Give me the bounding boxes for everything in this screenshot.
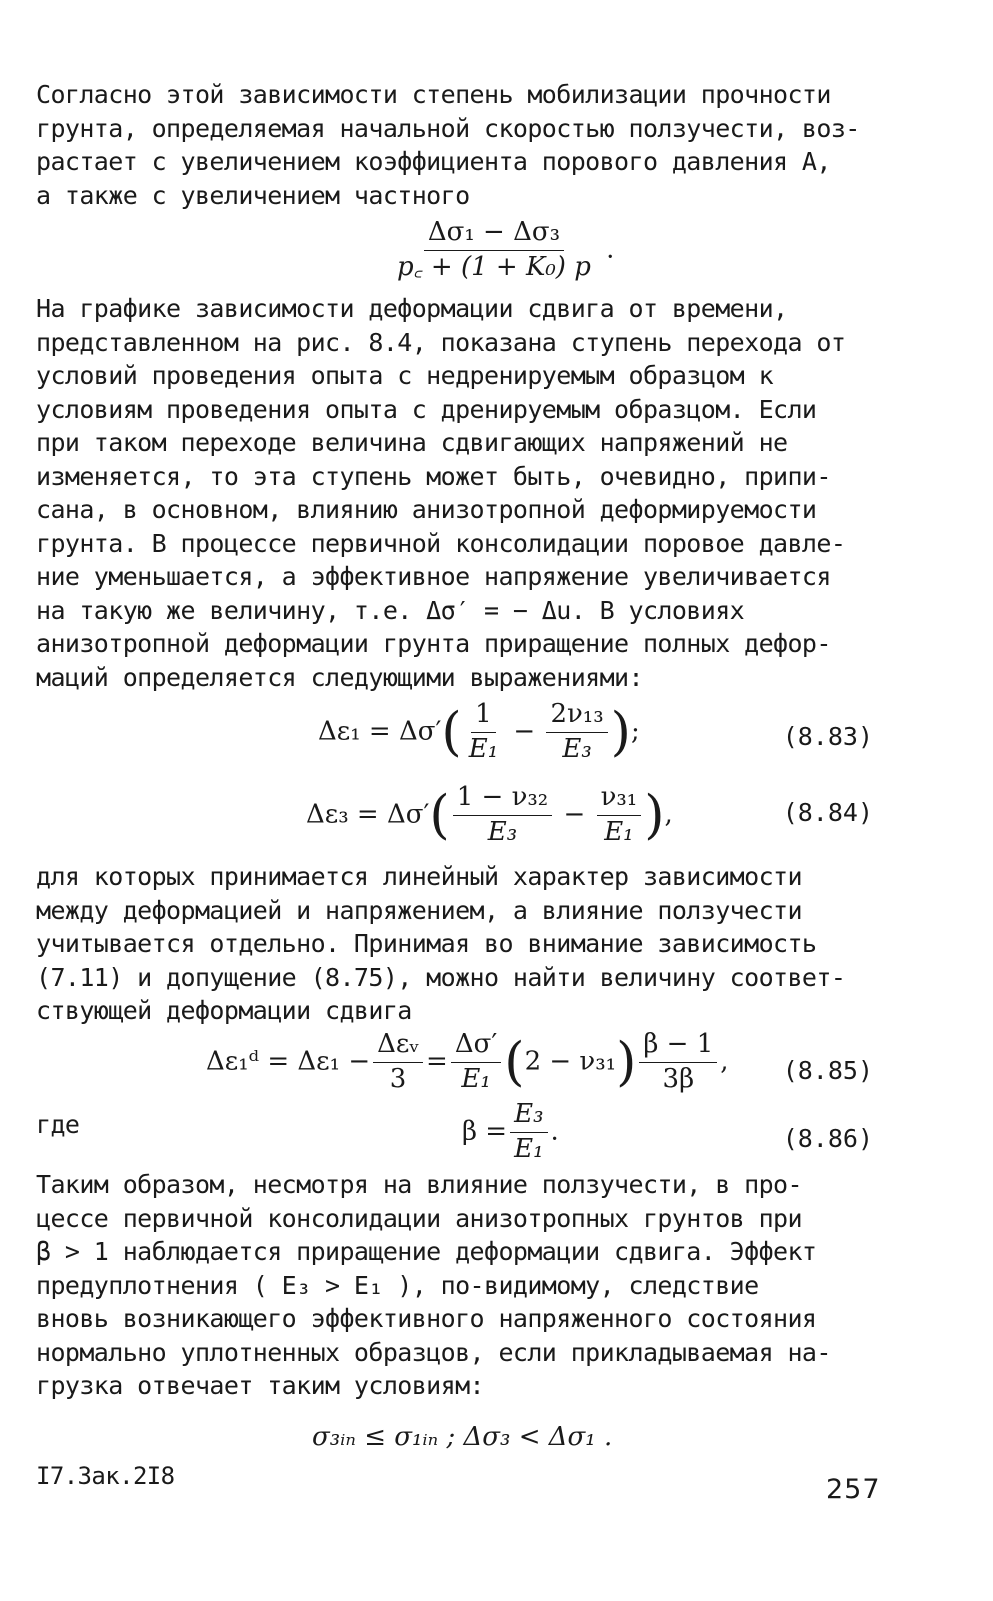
equation-number: (8.84) xyxy=(782,798,873,827)
frac-den: E₁ xyxy=(604,816,634,847)
frac-num: ν₃₁ xyxy=(597,783,642,816)
frac-num: 1 xyxy=(471,700,496,733)
text-line: на такую же величину, т.е. Δσ′ = − Δu. В условиях xyxy=(36,595,745,625)
frac-den: 3β xyxy=(662,1063,695,1094)
frac-num: 2ν₁₃ xyxy=(546,700,607,733)
equation-number: (8.83) xyxy=(782,722,873,751)
equation-8-84: Δε₃ = Δσ′( $\frac{\text{1 − ν₃₂}}{\text{E₃}}$ − $\frac{\text{ν₃₁}}{\text{E₁}}$ ), xyxy=(306,782,673,847)
eq-lhs: Δε₃ = Δσ′ xyxy=(306,799,430,830)
frac-den: E₃ xyxy=(562,733,592,764)
text-line: представленном на рис. 8.4, показана ступень перехода от xyxy=(36,327,846,357)
equation-8-86 xyxy=(462,1100,559,1165)
text-line: сана, в основном, влиянию анизотропной деформируемости xyxy=(36,495,817,524)
equation-number: (8.85) xyxy=(782,1056,873,1085)
text-line: (7.11) и допущение (8.75), можно найти величину соответ- xyxy=(36,962,846,992)
signature-text: I7.Зак.2I8 xyxy=(36,1462,175,1490)
text-line: ствующей деформации сдвига xyxy=(36,996,412,1025)
eq-tail: , xyxy=(664,799,673,830)
eq-fraction xyxy=(597,783,642,848)
ratio-fraction xyxy=(393,218,595,283)
frac-num: 1 − ν₃₂ xyxy=(453,783,553,816)
eq-fraction xyxy=(465,700,502,765)
text-line: маций определяется следующими выражениями: xyxy=(36,662,643,692)
eq-tail: , xyxy=(720,1046,729,1077)
frac-den: E₁ xyxy=(514,1133,544,1164)
page-number: 257 xyxy=(826,1474,881,1505)
text-line: ние уменьшается, а эффективное напряжение увеличивается xyxy=(36,562,831,591)
paragraph-1 xyxy=(36,78,916,212)
frac-num: Δσ′ xyxy=(451,1030,501,1063)
text-line: при таком переходе величина сдвигающих напряжений не xyxy=(36,428,788,457)
eq-lhs: Δε₁ = Δσ′ xyxy=(318,716,442,747)
equation-8-83: Δε₁ = Δσ′( $\frac{1}{\text{E₁}}$ − $\frac{\text{2ν₁₃}}{\text{E₃}}$ ); xyxy=(318,699,640,764)
eq-lhs: Δε₁ᵈ = Δε₁ − xyxy=(206,1046,371,1077)
frac-den: E₃ xyxy=(487,816,518,847)
text-line: условий проведения опыта с недренируемым образцом к xyxy=(36,361,774,390)
equation-number: (8.86) xyxy=(782,1124,873,1153)
where-label xyxy=(36,1108,156,1142)
text-line: изменяется, то эта ступень может быть, очевидно, припи- xyxy=(36,461,831,491)
eq-fraction xyxy=(546,700,607,765)
eq-tail: . xyxy=(550,1116,559,1147)
paragraph-4 xyxy=(36,1168,916,1403)
eq-fraction xyxy=(510,1100,547,1165)
text-line: грунта. В процессе первичной консолидации поровое давле- xyxy=(36,528,846,558)
eq-equals: = xyxy=(426,1046,448,1077)
text-line: между деформацией и напряжением, а влияние ползучести xyxy=(36,895,802,925)
text-line: вновь возникающего эффективного напряженного состояния xyxy=(36,1304,817,1333)
paragraph-2 xyxy=(36,292,916,694)
ratio-denominator: p꜀ + (1 + K₀) p xyxy=(397,251,591,282)
frac-num: β − 1 xyxy=(639,1030,717,1063)
text-line: нормально уплотненных образцов, если прикладываемая на- xyxy=(36,1337,831,1367)
text-line: учитывается отдельно. Принимая во внимание зависимость xyxy=(36,929,817,958)
text-line: грузка отвечает таким условиям: xyxy=(36,1371,484,1400)
text-line: Таким образом, несмотря на влияние ползучести, в про- xyxy=(36,1170,802,1199)
equation-8-85: Δε₁ᵈ = Δε₁ − $\frac{\text{Δεᵥ}}{3}$ = $\frac{\Delta\sigma'}{\text{E₁}}$ (2 − ν₃₁) $\frac{\beta - 1}{3\beta}$ , xyxy=(206,1029,729,1094)
text-line: предуплотнения ( E₃ > E₁ ), по-видимому, следствие xyxy=(36,1270,759,1300)
text-line: анизотропной деформации грунта приращение полных дефор- xyxy=(36,629,831,658)
eq-tail: ; xyxy=(630,716,640,747)
text-line: для которых принимается линейный характер зависимости xyxy=(36,862,802,891)
frac-den: E₁ xyxy=(468,733,499,764)
eq-lhs: β = xyxy=(462,1116,508,1147)
text-line: Согласно этой зависимости степень мобилизации прочности xyxy=(36,80,831,109)
eq-fraction xyxy=(373,1030,423,1095)
text-line: β > 1 наблюдается приращение деформации сдвига. Эффект xyxy=(36,1237,817,1266)
ratio-numerator: Δσ₁ − Δσ₃ xyxy=(424,218,564,251)
text-line: грунта, определяемая начальной скоростью ползучести, воз- xyxy=(36,113,860,143)
eq-paren-content: 2 − ν₃₁ xyxy=(524,1046,617,1077)
condition-formula: σ₃ᵢₙ ≤ σ₁ᵢₙ ; Δσ₃ < Δσ₁ . xyxy=(312,1422,613,1452)
text-line: где xyxy=(36,1110,80,1139)
text-line: условиям проведения опыта с дренируемым образцом. Если xyxy=(36,394,817,424)
ratio-formula: $\frac{\text{Δσ₁ − Δσ₃}}{\text{p꜀ + (1 + K₀) p}}$ . xyxy=(390,218,614,283)
frac-den: E₁ xyxy=(461,1063,491,1094)
frac-num: Δεᵥ xyxy=(373,1030,423,1063)
eq-fraction xyxy=(451,1030,501,1095)
text-line: растает с увеличением коэффициента порового давления А, xyxy=(36,147,831,176)
text-line: На графике зависимости деформации сдвига от времени, xyxy=(36,294,788,323)
frac-num: E₃ xyxy=(510,1100,547,1133)
footer-signature xyxy=(36,1460,336,1494)
text-line: цессе первичной консолидации анизотропных грунтов при xyxy=(36,1203,802,1233)
eq-fraction xyxy=(453,783,553,848)
frac-den: 3 xyxy=(389,1063,407,1094)
eq-fraction xyxy=(639,1030,717,1095)
paragraph-3 xyxy=(36,860,916,1028)
text-line: а также с увеличением частного xyxy=(36,180,470,210)
